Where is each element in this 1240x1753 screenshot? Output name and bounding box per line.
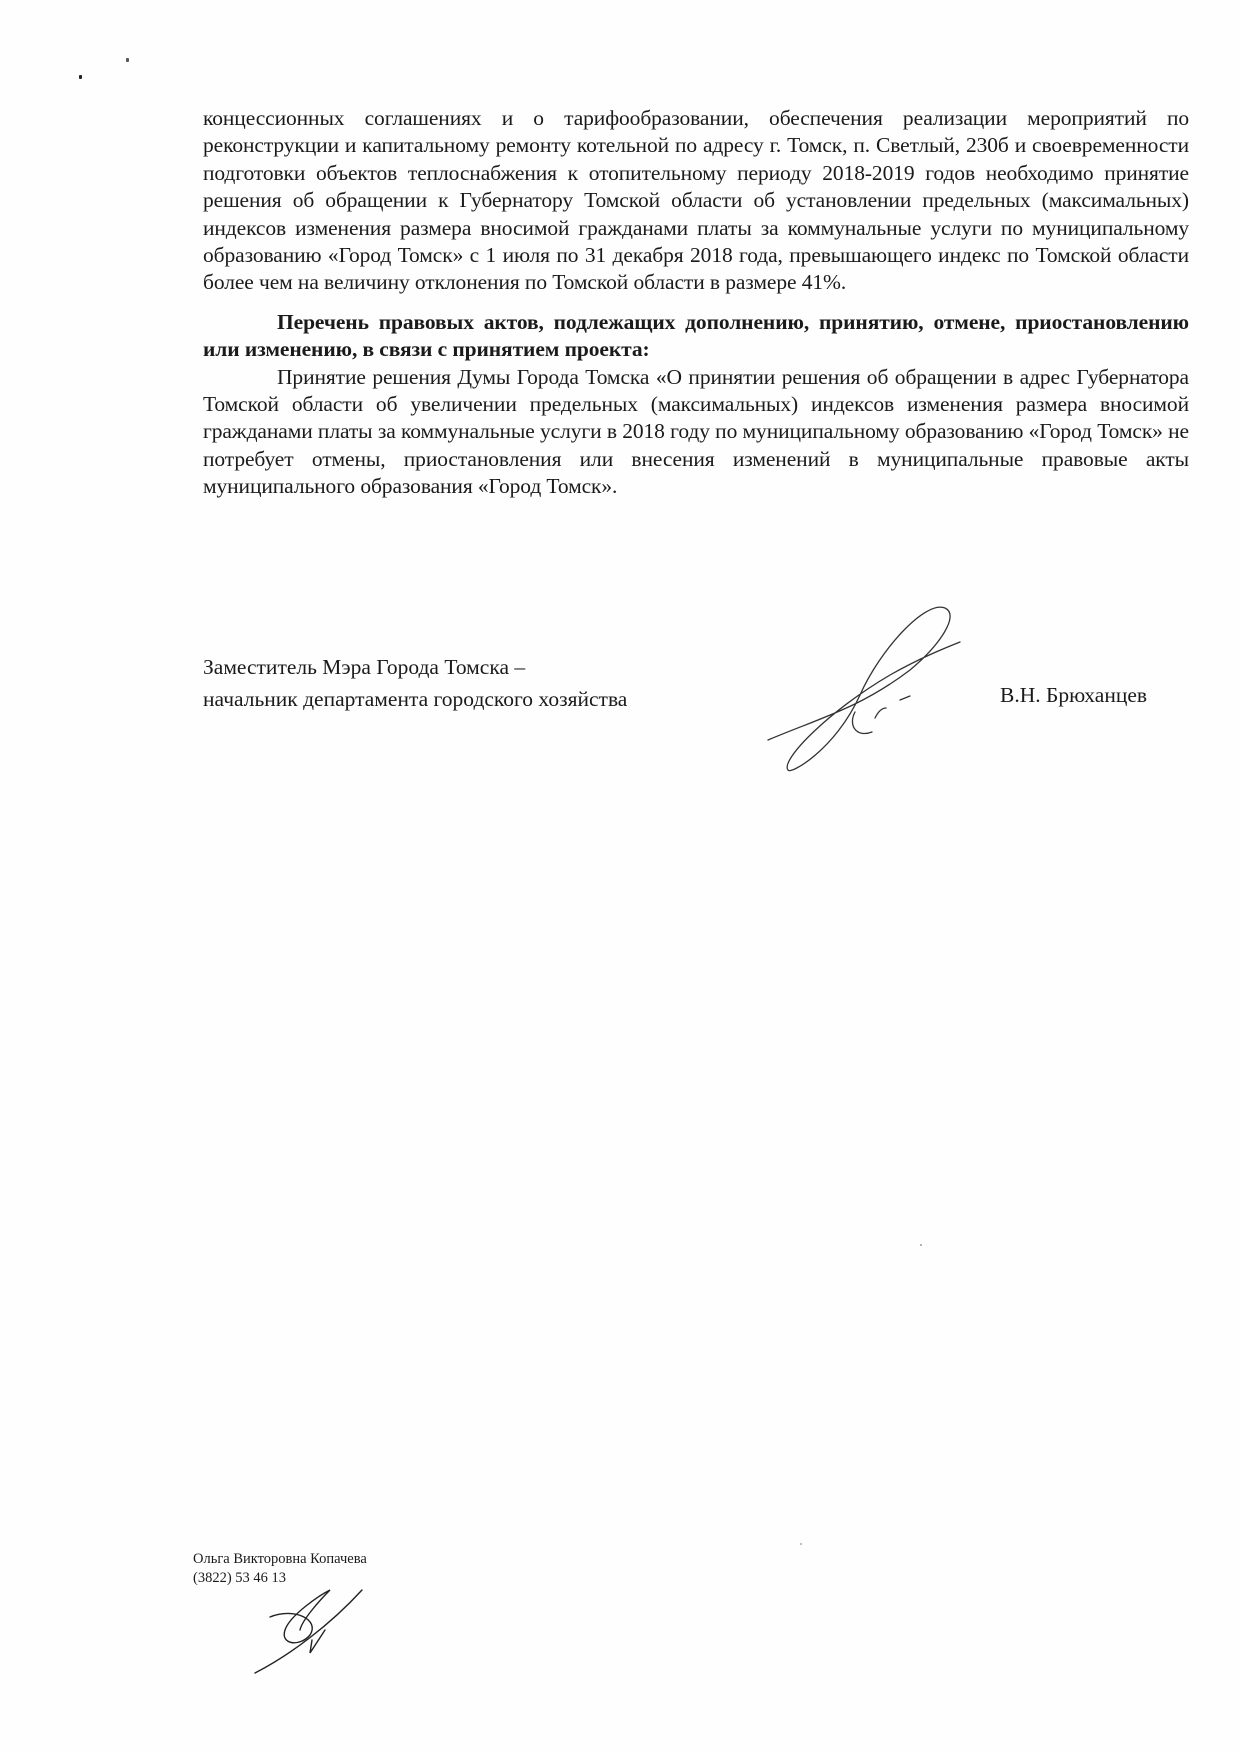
- scan-artifact: [920, 1244, 922, 1246]
- paragraph-justification: концессионных соглашениях и о тарифообразовании, обеспечения реализации мероприятий по реконструкции и капитальному ремонту котельной по адресу г. Томск, п. Светлый, 230б и своевременности подготовки объектов теплоснабжения к отопительному периоду 2018-2019 годов необходимо принятие решения об обращении к Губернатору Томской области об установлении предельных (максимальных) индексов изменения размера вносимой гражданами платы за коммунальные услуги по муниципальному образованию «Город Томск» с 1 июля по 31 декабря 2018 года, превышающего индекс по Томской области более чем на величину отклонения по Томской области в размере 41%.: [203, 106, 1189, 295]
- executor-phone: (3822) 53 46 13: [193, 1570, 287, 1586]
- executor-name: Ольга Викторовна Копачева: [193, 1551, 367, 1567]
- document-body: [203, 105, 1189, 501]
- signatory-name: В.Н. Брюханцев: [1000, 683, 1148, 707]
- signatory-position: [203, 651, 627, 715]
- position-line-2: начальник департамента городского хозяйства: [203, 687, 628, 711]
- position-line-1: Заместитель Мэра Города Томска –: [203, 655, 526, 679]
- initials-signature-icon: [250, 1585, 380, 1690]
- executor-info: [193, 1550, 367, 1588]
- handwritten-signature-icon: [760, 600, 990, 780]
- scan-artifact: [79, 75, 82, 79]
- scan-artifact: [126, 58, 129, 62]
- scan-artifact: [800, 1543, 802, 1545]
- paragraph-legal-acts: Принятие решения Думы Города Томска «О принятии решения об обращении в адрес Губернатора Томской области об увеличении предельных (максимальных) индексов изменения размера вносимой гражданами платы за коммунальные услуги в 2018 году по муниципальному образованию «Город Томск» не потребует отмены, приостановления или внесения изменений в муниципальные правовые акты муниципального образования «Город Томск».: [203, 364, 1189, 499]
- section-heading: Перечень правовых актов, подлежащих дополнению, принятию, отмене, приостановлению или изменению, в связи с принятием проекта:: [203, 309, 1189, 362]
